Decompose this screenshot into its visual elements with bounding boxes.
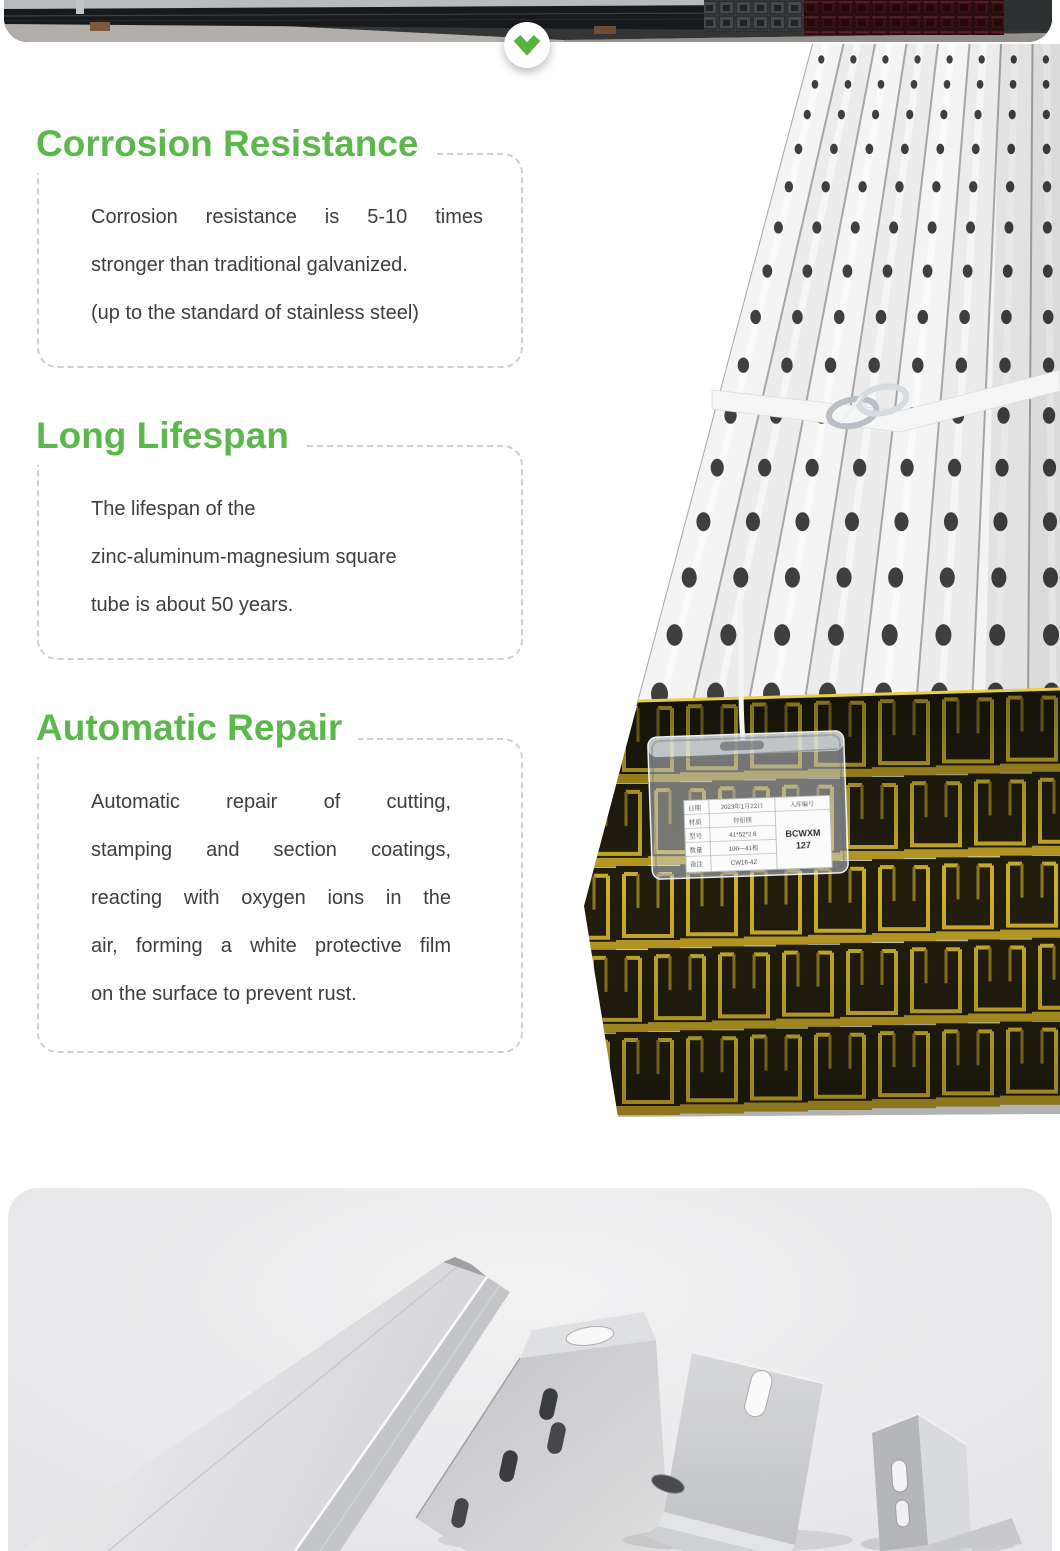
perforated-rails-top-face [636,44,1060,706]
spec-tag-label [684,795,832,872]
feature-card [37,738,523,1053]
tag-row-label: 日期 [687,804,702,813]
tag-corner-header: 入库编号 [789,801,815,809]
feature-text-line: stronger than traditional galvanized. [91,254,408,276]
tag-cable-tie [740,600,743,740]
tag-row-value: CW16-4Z [730,859,758,867]
tag-row-value: 41*52*2.6 [729,831,757,839]
section-heading: Long Lifespan [28,413,305,465]
tag-row-value: 锌铝镁 [733,817,752,825]
section-heading: Corrosion Resistance [28,121,434,173]
feature-text-line: Corrosion resistance is 5-10 times [91,206,483,228]
feature-text-line: air, forming a white protective film [91,935,451,957]
tag-row-label: 数量 [689,846,703,855]
feature-text-line: Automatic repair of cutting, [91,791,451,813]
brackets-photo [8,1188,1052,1551]
tag-row-value: 2023年1月22日 [720,802,764,812]
scroll-down-button[interactable] [504,22,550,68]
tag-row-value: 100—41根 [728,844,759,853]
feature-text-line: (up to the standard of stainless steel) [91,302,419,324]
section-heading: Automatic Repair [28,705,358,757]
tag-code: BCWXM [785,827,821,840]
tag-number: 127 [795,840,812,851]
feature-card [37,153,523,368]
feature-text-line: tube is about 50 years. [91,594,294,616]
feature-card [37,445,523,660]
tag-row-label: 备注 [689,860,704,869]
product-photo-brackets [8,1188,1052,1551]
feature-text-line: on the surface to prevent rust. [91,983,357,1005]
tag-row-label: 材质 [688,818,702,827]
feature-text-line: zinc-aluminum-magnesium square [91,546,397,568]
feature-text-line: reacting with oxygen ions in the [91,887,451,909]
feature-text-line: stamping and section coatings, [91,839,451,861]
tag-row-label: 型号 [688,832,703,841]
chevron-down-icon [508,26,546,64]
feature-text-line: The lifespan of the [91,498,256,520]
